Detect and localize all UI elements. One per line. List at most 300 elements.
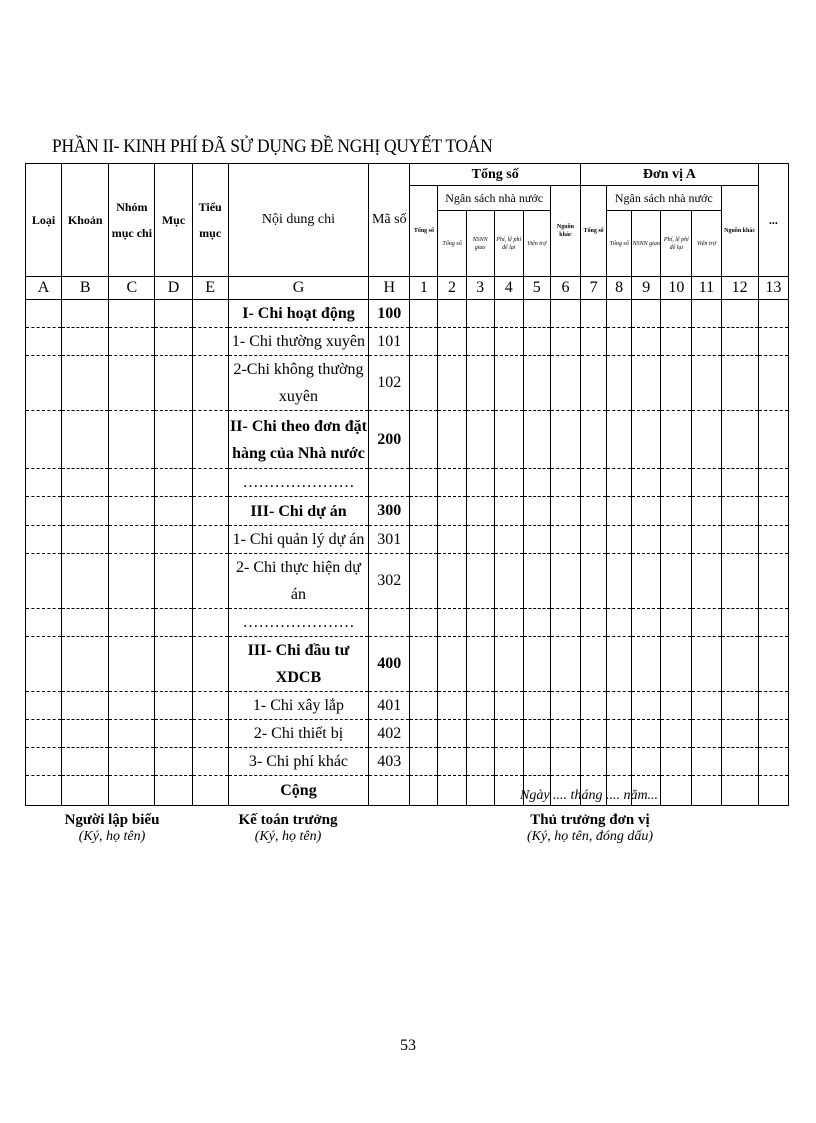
table-cell (581, 637, 607, 692)
table-cell (661, 411, 692, 469)
table-row (26, 692, 789, 720)
table-row (26, 720, 789, 748)
page-title: PHẦN II- KINH PHÍ ĐÃ SỬ DỤNG ĐỀ NGHỊ QUYẾT TOÁN (52, 136, 493, 157)
table-cell (155, 356, 192, 411)
table-cell (607, 411, 632, 469)
table-cell (758, 526, 788, 554)
preparer-signature (52, 812, 172, 845)
table-cell (26, 300, 62, 328)
table-cell (632, 411, 661, 469)
table-cell (661, 554, 692, 609)
table-cell (466, 328, 494, 356)
table-cell (758, 776, 788, 806)
table-cell (721, 526, 758, 554)
header-tong-so-ns-2: Tổng số (607, 211, 632, 277)
table-cell (721, 776, 758, 806)
table-cell (550, 469, 580, 497)
table-cell (523, 554, 550, 609)
col-letter: 13 (758, 277, 788, 300)
table-cell (410, 411, 438, 469)
header-ngan-sach-2: Ngân sách nhà nước (607, 186, 721, 211)
col-letter: G (228, 277, 369, 300)
row-content: 2- Chi thiết bị (228, 720, 369, 748)
table-cell (155, 609, 192, 637)
head-signature (505, 812, 675, 845)
table-cell (581, 411, 607, 469)
table-cell (155, 328, 192, 356)
table-cell (632, 637, 661, 692)
row-content: 2- Chi thực hiện dự án (228, 554, 369, 609)
table-cell (109, 469, 155, 497)
table-cell (109, 497, 155, 526)
table-cell (721, 609, 758, 637)
table-cell (62, 526, 109, 554)
row-code: 101 (369, 328, 410, 356)
table-cell (192, 300, 228, 328)
table-cell (494, 776, 523, 806)
table-cell (494, 497, 523, 526)
header-sub2-tong-so: Tổng số (581, 186, 607, 277)
table-cell (109, 526, 155, 554)
table-cell (438, 300, 466, 328)
table-cell (109, 411, 155, 469)
header-sub-tong-so: Tổng số (410, 186, 438, 277)
table-cell (661, 497, 692, 526)
table-cell (721, 411, 758, 469)
col-letter: D (155, 277, 192, 300)
table-cell (692, 300, 721, 328)
table-cell (607, 692, 632, 720)
table-cell (550, 609, 580, 637)
col-letter: 6 (550, 277, 580, 300)
table-cell (26, 411, 62, 469)
table-cell (192, 497, 228, 526)
col-letter: C (109, 277, 155, 300)
table-cell (494, 356, 523, 411)
table-cell (109, 328, 155, 356)
table-cell (26, 637, 62, 692)
table-cell (466, 554, 494, 609)
table-cell (494, 748, 523, 776)
row-content: 1- Chi thường xuyên (228, 328, 369, 356)
row-code: 102 (369, 356, 410, 411)
table-cell (410, 469, 438, 497)
col-letter: 4 (494, 277, 523, 300)
table-cell (192, 328, 228, 356)
col-letter: 11 (692, 277, 721, 300)
table-cell (109, 692, 155, 720)
table-cell (26, 609, 62, 637)
col-letter: 5 (523, 277, 550, 300)
table-cell (661, 720, 692, 748)
header-nguon-khac-2: Nguồn khác (721, 186, 758, 277)
table-cell (721, 356, 758, 411)
preparer-title: Người lập biểu (64, 812, 160, 828)
table-cell (438, 328, 466, 356)
table-cell (721, 300, 758, 328)
col-letter: 7 (581, 277, 607, 300)
table-cell (661, 776, 692, 806)
table-cell (410, 748, 438, 776)
table-cell (607, 356, 632, 411)
column-letter-row (26, 277, 789, 300)
table-cell (62, 748, 109, 776)
table-cell (692, 526, 721, 554)
table-cell (581, 526, 607, 554)
table-cell (494, 300, 523, 328)
table-cell (550, 328, 580, 356)
accountant-title: Kế toán trưởng (238, 812, 338, 828)
table-cell (26, 356, 62, 411)
table-cell (410, 497, 438, 526)
table-cell (692, 554, 721, 609)
table-cell (494, 554, 523, 609)
header-nsnn-giao: NSNN giao (466, 211, 494, 277)
table-cell (494, 720, 523, 748)
table-cell (494, 469, 523, 497)
table-cell (758, 300, 788, 328)
col-letter: 10 (661, 277, 692, 300)
head-title: Thủ trưởng đơn vị (530, 812, 650, 828)
table-cell (523, 692, 550, 720)
table-cell (192, 776, 228, 806)
header-khoan: Khoản (62, 164, 109, 277)
table-cell (410, 720, 438, 748)
table-cell (155, 692, 192, 720)
table-cell (62, 469, 109, 497)
header-nsnn-giao-2: NSNN giao (632, 211, 661, 277)
table-cell (550, 554, 580, 609)
table-cell (62, 356, 109, 411)
table-cell (607, 554, 632, 609)
table-cell (632, 748, 661, 776)
table-cell (758, 469, 788, 497)
table-cell (26, 720, 62, 748)
table-cell (581, 497, 607, 526)
table-cell (550, 637, 580, 692)
col-letter: 12 (721, 277, 758, 300)
table-cell (692, 469, 721, 497)
table-cell (494, 411, 523, 469)
table-cell (494, 526, 523, 554)
table-cell (523, 720, 550, 748)
table-cell (581, 328, 607, 356)
table-cell (155, 300, 192, 328)
table-row (26, 776, 789, 806)
row-content: 1- Chi xây lắp (228, 692, 369, 720)
table-cell (523, 300, 550, 328)
table-cell (581, 300, 607, 328)
table-cell (26, 748, 62, 776)
header-ellipsis: ... (758, 164, 788, 277)
table-cell (494, 328, 523, 356)
header-don-vi-group: Đơn vị A (581, 164, 759, 186)
col-letter: B (62, 277, 109, 300)
table-cell (692, 497, 721, 526)
table-cell (438, 526, 466, 554)
row-content: ………………… (228, 609, 369, 637)
table-cell (692, 776, 721, 806)
table-cell (155, 497, 192, 526)
table-cell (410, 526, 438, 554)
table-cell (155, 776, 192, 806)
table-cell (155, 554, 192, 609)
col-letter: A (26, 277, 62, 300)
table-cell (550, 526, 580, 554)
table-cell (523, 497, 550, 526)
table-cell (607, 609, 632, 637)
header-muc: Mục (155, 164, 192, 277)
table-cell (410, 692, 438, 720)
table-cell (758, 497, 788, 526)
header-nguon-khac: Nguồn khác (550, 186, 580, 277)
table-cell (438, 497, 466, 526)
row-content: I- Chi hoạt động (228, 300, 369, 328)
table-cell (523, 469, 550, 497)
table-cell (155, 526, 192, 554)
header-phi-le-phi: Phí, lệ phí để lại (494, 211, 523, 277)
page-number: 53 (400, 1037, 416, 1054)
table-cell (721, 692, 758, 720)
table-cell (192, 748, 228, 776)
table-cell (438, 748, 466, 776)
table-cell (62, 554, 109, 609)
table-cell (721, 720, 758, 748)
table-cell (438, 554, 466, 609)
table-cell (721, 748, 758, 776)
table-row (26, 469, 789, 497)
table-cell (661, 469, 692, 497)
header-tieu-muc: Tiểu mục (192, 164, 228, 277)
table-cell (523, 637, 550, 692)
table-cell (109, 637, 155, 692)
table-cell (410, 356, 438, 411)
table-cell (758, 328, 788, 356)
row-code (369, 776, 410, 806)
header-ngan-sach: Ngân sách nhà nước (438, 186, 550, 211)
table-row (26, 637, 789, 692)
table-cell (581, 356, 607, 411)
table-cell (192, 469, 228, 497)
table-cell (62, 720, 109, 748)
table-cell (109, 356, 155, 411)
col-letter: E (192, 277, 228, 300)
table-cell (523, 748, 550, 776)
table-cell (661, 692, 692, 720)
table-cell (410, 554, 438, 609)
table-cell (523, 526, 550, 554)
header-noi-dung: Nội dung chi (228, 164, 369, 277)
table-cell (550, 692, 580, 720)
table-cell (62, 300, 109, 328)
table-cell (192, 609, 228, 637)
table-cell (632, 720, 661, 748)
table-cell (438, 356, 466, 411)
table-cell (438, 469, 466, 497)
table-cell (466, 469, 494, 497)
table-cell (607, 300, 632, 328)
table-cell (494, 637, 523, 692)
table-cell (155, 469, 192, 497)
header-nhom-muc: Nhóm mục chi (109, 164, 155, 277)
table-cell (26, 554, 62, 609)
table-cell (550, 411, 580, 469)
col-letter: 9 (632, 277, 661, 300)
row-code: 301 (369, 526, 410, 554)
table-cell (466, 748, 494, 776)
date-line: Ngày .... tháng .... năm... (520, 788, 659, 803)
table-cell (523, 328, 550, 356)
table-cell (581, 692, 607, 720)
table-cell (721, 554, 758, 609)
col-letter: 2 (438, 277, 466, 300)
table-cell (607, 637, 632, 692)
table-cell (109, 300, 155, 328)
table-cell (758, 554, 788, 609)
table-cell (581, 469, 607, 497)
table-cell (466, 300, 494, 328)
table-row (26, 356, 789, 411)
table-cell (661, 748, 692, 776)
table-cell (438, 720, 466, 748)
row-content: II- Chi theo đơn đặt hàng của Nhà nước (228, 411, 369, 469)
table-cell (758, 356, 788, 411)
table-cell (661, 609, 692, 637)
table-cell (26, 776, 62, 806)
table-cell (192, 411, 228, 469)
table-cell (466, 692, 494, 720)
row-code: 200 (369, 411, 410, 469)
table-cell (410, 328, 438, 356)
row-content: Cộng (228, 776, 369, 806)
table-cell (692, 720, 721, 748)
table-cell (62, 692, 109, 720)
row-code: 400 (369, 637, 410, 692)
row-code: 403 (369, 748, 410, 776)
table-cell (692, 609, 721, 637)
table-cell (632, 609, 661, 637)
table-cell (661, 637, 692, 692)
table-row (26, 554, 789, 609)
table-cell (26, 469, 62, 497)
table-cell (466, 720, 494, 748)
table-cell (661, 526, 692, 554)
table-cell (155, 720, 192, 748)
table-row (26, 328, 789, 356)
table-cell (632, 328, 661, 356)
table-cell (692, 356, 721, 411)
table-cell (721, 469, 758, 497)
accountant-note: (Ký, họ tên) (254, 829, 322, 844)
header-vien-tro-2: Viện trợ (692, 211, 721, 277)
table-cell (550, 356, 580, 411)
header-vien-tro: Viện trợ (523, 211, 550, 277)
col-letter: H (369, 277, 410, 300)
table-cell (721, 637, 758, 692)
table-cell (26, 526, 62, 554)
table-cell (109, 776, 155, 806)
table-cell (62, 609, 109, 637)
row-content: 2-Chi không thường xuyên (228, 356, 369, 411)
row-code: 300 (369, 497, 410, 526)
head-note: (Ký, họ tên, đóng dấu) (527, 829, 653, 844)
table-cell (523, 411, 550, 469)
table-cell (758, 637, 788, 692)
table-cell (466, 356, 494, 411)
table-cell (692, 328, 721, 356)
row-code: 401 (369, 692, 410, 720)
table-cell (109, 554, 155, 609)
table-row (26, 748, 789, 776)
table-cell (523, 356, 550, 411)
table-cell (109, 748, 155, 776)
table-cell (692, 692, 721, 720)
table-cell (758, 720, 788, 748)
table-cell (192, 720, 228, 748)
table-cell (155, 748, 192, 776)
table-cell (632, 692, 661, 720)
header-phi-le-phi-2: Phí, lệ phí để lại (661, 211, 692, 277)
row-code: 302 (369, 554, 410, 609)
table-cell (550, 748, 580, 776)
table-cell (632, 469, 661, 497)
table-cell (550, 720, 580, 748)
row-code (369, 469, 410, 497)
table-cell (758, 609, 788, 637)
table-cell (410, 300, 438, 328)
settlement-table (25, 163, 789, 806)
table-cell (607, 469, 632, 497)
row-code: 402 (369, 720, 410, 748)
table-cell (661, 356, 692, 411)
table-cell (192, 692, 228, 720)
table-cell (758, 692, 788, 720)
table-cell (155, 637, 192, 692)
table-cell (466, 609, 494, 637)
table-cell (692, 748, 721, 776)
table-cell (607, 328, 632, 356)
table-cell (410, 776, 438, 806)
table-cell (494, 692, 523, 720)
row-content: ………………… (228, 469, 369, 497)
accountant-signature (228, 812, 348, 845)
table-cell (607, 497, 632, 526)
col-letter: 3 (466, 277, 494, 300)
table-cell (62, 411, 109, 469)
table-cell (62, 776, 109, 806)
table-cell (410, 609, 438, 637)
table-cell (438, 637, 466, 692)
table-cell (632, 526, 661, 554)
table-cell (494, 609, 523, 637)
table-cell (62, 328, 109, 356)
table-cell (26, 692, 62, 720)
table-cell (438, 411, 466, 469)
table-cell (721, 328, 758, 356)
table-cell (607, 526, 632, 554)
header-tong-so-ns: Tổng số (438, 211, 466, 277)
row-content: III- Chi dự án (228, 497, 369, 526)
table-row (26, 609, 789, 637)
table-cell (410, 637, 438, 692)
header-loai: Loại (26, 164, 62, 277)
table-cell (581, 554, 607, 609)
table-cell (192, 637, 228, 692)
table-cell (466, 497, 494, 526)
table-cell (523, 609, 550, 637)
table-cell (661, 328, 692, 356)
header-ma-so: Mã số (369, 164, 410, 277)
